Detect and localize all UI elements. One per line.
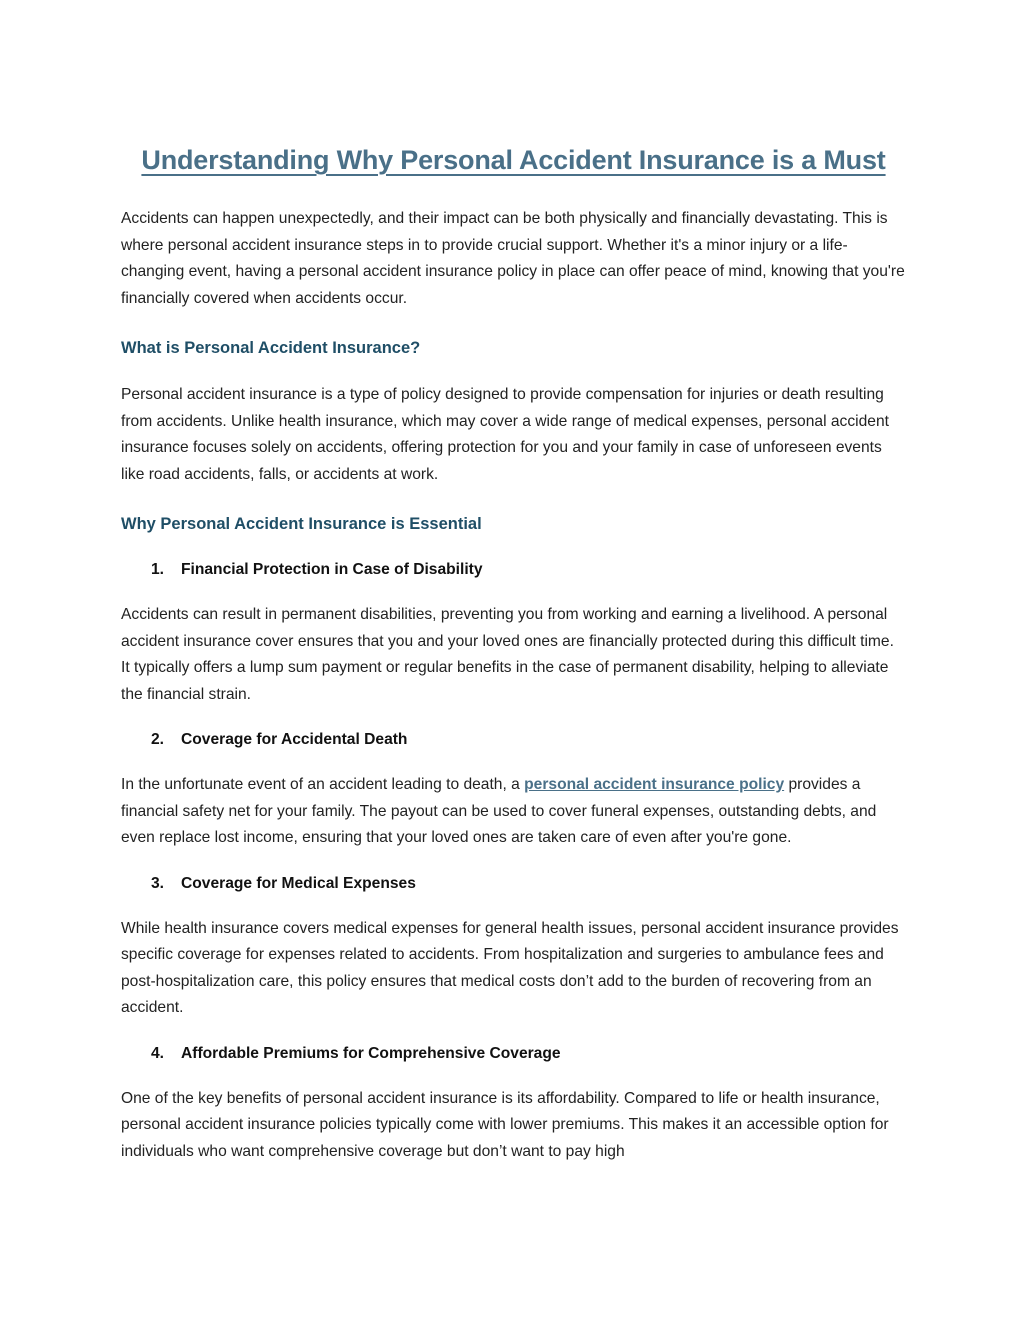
list-item-heading [121,1042,906,1066]
document-page [121,140,906,1165]
list-item-title: Financial Protection in Case of Disability [181,561,483,578]
list-item-number: 3. [151,874,165,892]
body-text: In the unfortunate event of an accident leading to death, a [121,776,525,793]
intro-paragraph: Accidents can happen unexpectedly, and their impact can be both physically and financially devastating. This is where personal accident insurance steps in to provide crucial support. Whether it's a minor injury or a life-changing event, having a personal accident insurance policy in place can offer peace of mind, knowing that you're financially covered when accidents occur. [121,210,905,307]
list-item-number: 2. [151,731,165,748]
body-text: provides a financial safety net for your family. The payout can be used to cover funeral expenses, outstanding debts, and even replace lost income, ensuring that your loved ones are taken care of even after you're gone. [121,776,877,846]
policy-link[interactable]: personal accident insurance policy [524,776,785,793]
list-item-body [121,772,906,852]
list-item-number: 4. [151,1044,165,1062]
list-item-body: While health insurance covers medical expenses for general health issues, personal accident insurance provides specific coverage for expenses related to accidents. From hospitalization and surgeries to ambulance fees and post-hospitalization care, this policy ensures that medical costs don’t add to the burden of recovering from an accident. [121,919,899,1016]
document-title: Understanding Why Personal Accident Insurance is a Must [141,145,886,175]
list-item-title: Coverage for Accidental Death [181,731,408,748]
list-item-number: 1. [151,561,165,578]
list-item-heading [121,558,906,582]
section-heading-what-is: What is Personal Accident Insurance? [121,339,421,357]
list-item-body: Accidents can result in permanent disabilities, preventing you from working and earning a livelihood. A personal accident insurance cover ensures that you and your loved ones are financially protected during this difficult time. It typically offers a lump sum payment or regular benefits in the case of permanent disability, helping to alleviate the financial strain. [121,606,894,703]
section-what-is-body: Personal accident insurance is a type of policy designed to provide compensation for injuries or death resulting from accidents. Unlike health insurance, which may cover a wide range of medical expenses, personal accident insurance focuses solely on accidents, offering protection for you and your family in case of unforeseen events like road accidents, falls, or accidents at work. [121,386,889,483]
list-item-heading [121,728,906,752]
list-item-heading [121,872,906,896]
section-heading-why-essential: Why Personal Accident Insurance is Essential [121,515,482,533]
list-item-body: One of the key benefits of personal accident insurance is its affordability. Compared to life or health insurance, personal accident insurance policies typically come with lower premiums. This makes it an accessible option for individuals who want comprehensive coverage but don’t want to pay high [121,1089,889,1160]
list-item-title: Coverage for Medical Expenses [181,874,416,892]
list-item-title: Affordable Premiums for Comprehensive Coverage [181,1044,561,1062]
